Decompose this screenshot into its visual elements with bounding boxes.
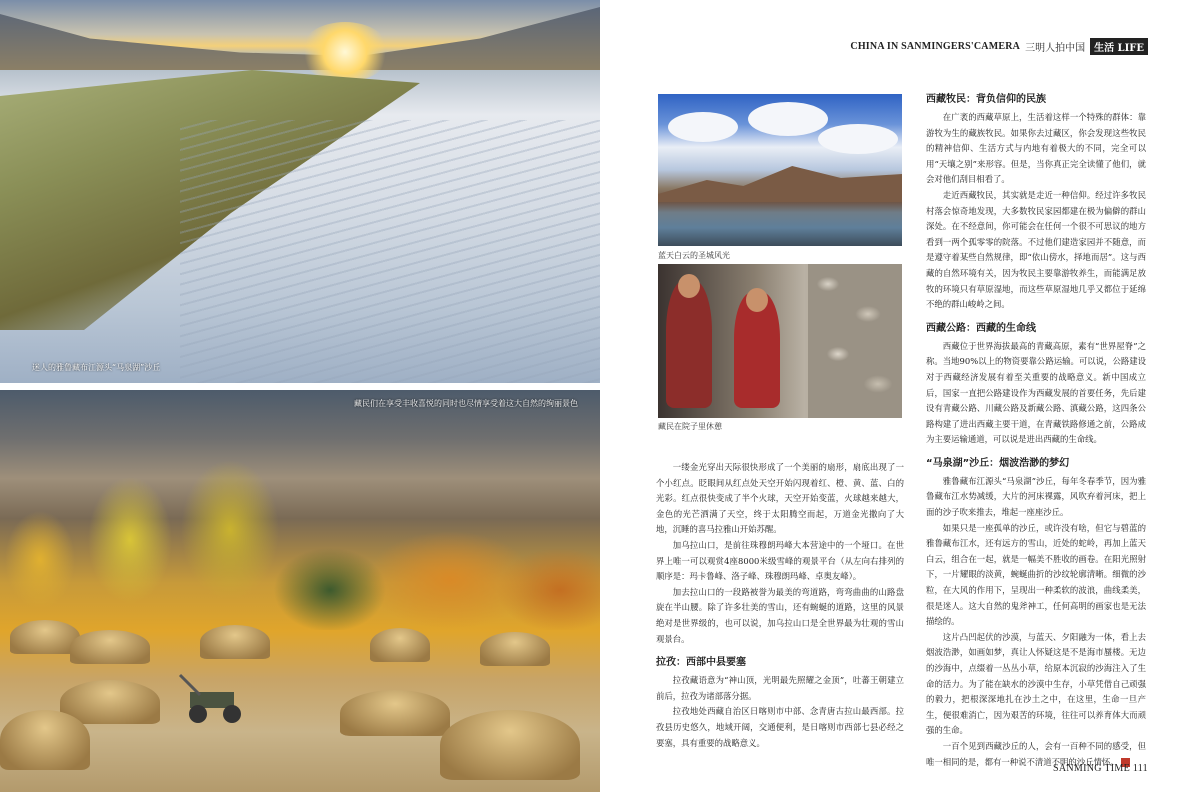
page-number: 111: [1132, 763, 1148, 774]
paragraph: 拉孜地处西藏自治区日喀则市中部、念青唐古拉山最西部。拉孜县历史悠久，地域开阔，交通便利，是日喀则市西部七县必经之要塞，具有重要的战略意义。: [656, 706, 904, 748]
cloud: [668, 112, 738, 142]
paragraph: 如果只是一座孤单的沙丘，或许没有啥，但它与碧蓝的雅鲁藏布江水，还有远方的雪山，近处的蛇岭，再加上蓝天白云，组合在一起，就是一幅美不胜收的画卷。在阳光照射下，一片耀眼的淡黄，蜿蜒曲折的沙纹轮廓清晰。细微的沙粒，在大风的作用下，呈现出一种柔软的波浪，曲线柔美，很是迷人。这大自然的鬼斧神工，任何高明的画家也是无法描绘的。: [926, 522, 1146, 627]
paragraph: 西藏位于世界海拔最高的青藏高原，素有“世界屋脊”之称。当地90%以上的物资要靠公路运输。可以说，公路建设对于西藏经济发展有着至关重要的战略意义。新中国成立后，国家一直把公路建设作为西藏发展的首要任务，先后建设有青藏公路、川藏公路及新藏公路、滇藏公路，这四条公路构建了进出西藏主要干道，在青藏铁路修通之前，公路成为主要运输通道，可以说是进出西藏的生命线。: [926, 340, 1146, 445]
hay-stack: [370, 628, 430, 662]
article-column-middle: [656, 460, 904, 751]
section-heading-lake: “马泉湖”沙丘：烟波浩渺的梦幻: [926, 457, 1070, 469]
sunrise-glow: [300, 22, 390, 82]
paragraph: 加去拉山口的一段路被誉为最美的弯道路，弯弯曲曲的山路盘旋在半山腰。除了许多壮美的雪山，还有蜿蜒的道路，这里的风景绝对是世界级的，也可以说，加乌拉山口是全世界最为壮观的雪山观景台。: [656, 586, 904, 644]
mountain-range: [0, 0, 600, 70]
farm-machine: [170, 670, 250, 730]
section-heading-herders: 西藏牧民：背负信仰的民族: [926, 94, 1046, 105]
dunes-photo: [0, 0, 600, 383]
page-footer: [1053, 763, 1148, 774]
paragraph-text: 一百个见到西藏沙丘的人，会有一百种不同的感受，但唯一相同的是，都有一种说不清道不明的沙丘情怀。: [926, 740, 1146, 767]
paragraph: 走近西藏牧民，其实就是走近一种信仰。经过许多牧民村落会惊奇地发现，大多数牧民家园都建在极为偏僻的群山深处。在不经意间，你可能会在任何一个很不可思议的地方看到一两个孤零零的院落。不过他们建造家园并不随意，而是遵守着某些自然规律，即“依山傍水，择地而居”。这与西藏的自然环境有关，因为牧民主要靠游牧养生，而能满足放牧的环境只有草原湿地，而这些草原湿地几乎又都位于延绵不绝的群山峻岭之间。: [926, 189, 1146, 310]
person-left: [666, 280, 712, 408]
hay-stack: [480, 632, 550, 666]
cloud: [748, 102, 828, 136]
hay-stack: [0, 710, 90, 770]
autumn-trees: [0, 430, 600, 630]
dunes-caption: 迷人的雅鲁藏布江源头“马泉湖”沙丘: [32, 363, 161, 372]
field-caption: 藏民们在享受丰收喜悦的同时也尽情享受着这大自然的绚丽景色: [354, 399, 578, 408]
nuns-caption: 藏民在院子里休憩: [658, 422, 722, 431]
sky-caption: 蓝天白云的圣城风光: [658, 251, 730, 260]
paragraph: 加乌拉山口，是前往珠穆朗玛峰大本营途中的一个垭口。在世界上唯一可以观赏4座8000米级雪峰的观景平台（从左向右排列的顺序是：玛卡鲁峰、洛子峰、珠穆朗玛峰、卓奥友峰）。: [656, 539, 904, 582]
header-title-cn: 三明人拍中国: [1025, 42, 1086, 54]
cloud: [818, 124, 898, 154]
hay-stack: [70, 630, 150, 664]
sand-ripples: [180, 120, 600, 383]
harvest-field-photo: [0, 390, 600, 792]
sky-mountain-photo: [658, 94, 902, 246]
magazine-name: SANMING TIME: [1052, 763, 1131, 774]
page-header: [850, 39, 1148, 53]
paragraph: 这片凸凹起伏的沙漠，与蓝天、夕阳融为一体，看上去烟波浩渺，如画如梦，真让人怀疑这是不是海市蜃楼。无边的沙海中，点缀着一丛丛小草，给原本沉寂的沙海注入了生命的活力。为了能在缺水的沙漠中生存，小草凭借自己顽强的毅力，把根深深地扎在沙土之中，在这里，生命一旦产生，便很难消亡，因为艰苦的环境，往往可以养育体大而顽强的生命。: [926, 631, 1146, 736]
paragraph: 在广袤的西藏草原上，生活着这样一个特殊的群体：靠游牧为生的藏族牧民。如果你去过藏区，你会发现这些牧民的精神信仰、生活方式与内地有着极大的不同，完全可以用“天壤之别”来形容。但是，当你真正完全读懂了他们，就会对他们刮目相看了。: [926, 112, 1146, 185]
hay-stack: [200, 625, 270, 659]
hay-stack: [440, 710, 580, 780]
article-column-right: [926, 92, 1146, 770]
header-title-en: CHINA IN SANMINGERS'CAMERA: [850, 40, 1021, 52]
paragraph: 雅鲁藏布江源头“马泉湖”沙丘，每年冬春季节，因为雅鲁藏布江水势减缓，大片的河床裸露，风吹弃着河床，把上面的沙子吹来推去，堆起一座座沙丘。: [926, 475, 1146, 518]
elders-photo: [658, 264, 902, 418]
person-left-head: [678, 274, 700, 298]
paragraph: 一缕金光穿出天际很快形成了一个美丽的扇形，扇底出现了一个小红点。眨眼间从红点处天空开始闪现着红、橙、黄、蓝、白的光彩。红点很快变成了半个火球，天空开始变蓝，火球越来越大，金色的光芒洒满了天空，终于太阳腾空而起，万道金光撒向了大地，沉睡的喜马拉雅山开始苏醒。: [656, 462, 904, 535]
section-heading-lazi: 拉孜：西部中县要塞: [656, 657, 746, 669]
section-heading-road: 西藏公路：西藏的生命线: [926, 322, 1036, 334]
stone-wall: [808, 264, 902, 418]
mountain: [658, 162, 902, 202]
paragraph: 拉孜藏语意为“神山顶，光明最先照耀之金顶”，吐蕃王朝建立前后，拉孜为诸部落分据。: [656, 675, 904, 701]
person-right-head: [746, 288, 768, 312]
hay-stack: [340, 690, 450, 736]
section-badge: 生活 LIFE: [1090, 38, 1148, 55]
